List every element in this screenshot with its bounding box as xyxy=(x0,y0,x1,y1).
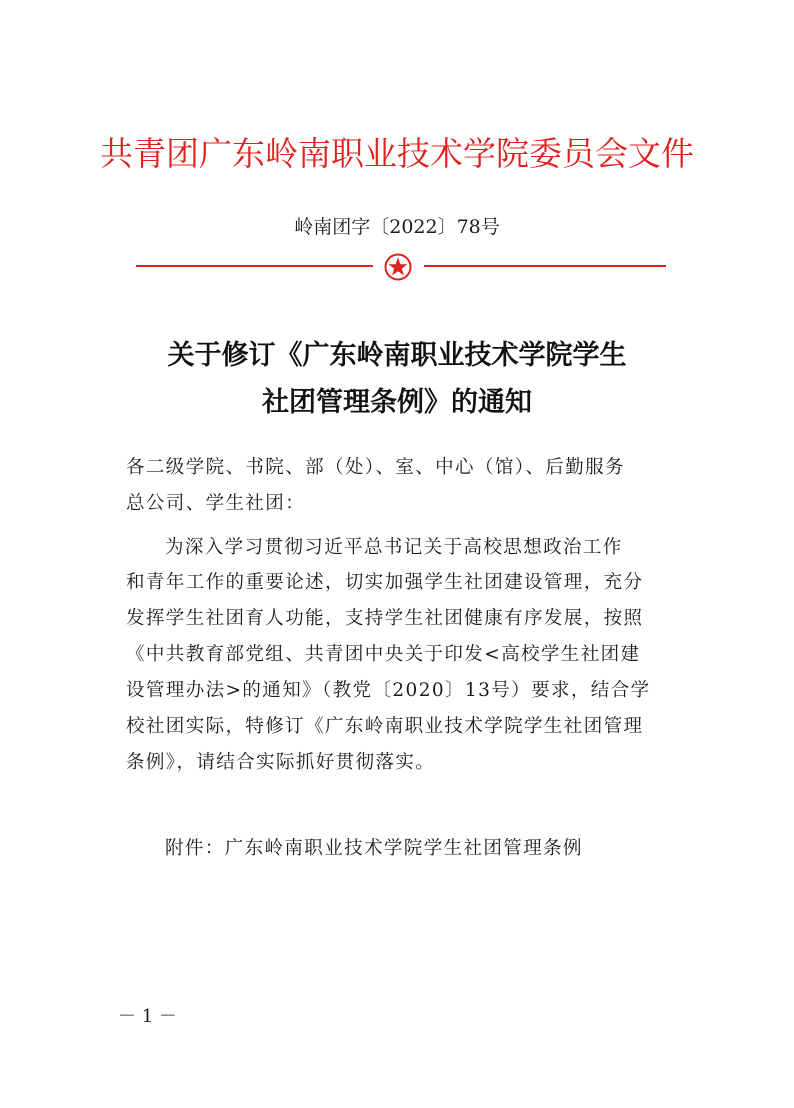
page-number: － 1 － xyxy=(118,1006,177,1027)
body-paragraph-line: 发挥学生社团育人功能，支持学生社团健康有序发展，按照 xyxy=(126,608,644,629)
org-header-title: 共青团广东岭南职业技术学院委员会文件 xyxy=(100,134,694,173)
notice-title-line-1: 关于修订《广东岭南职业技术学院学生 xyxy=(167,340,627,371)
notice-title-line-2: 社团管理条例》的通知 xyxy=(262,387,532,418)
red-divider-left xyxy=(136,265,373,267)
body-paragraph-line: 条例》，请结合实际抓好贯彻落实。 xyxy=(126,752,436,773)
body-paragraph-line: 为深入学习贯彻习近平总书记关于高校思想政治工作 xyxy=(165,537,623,558)
body-paragraph-line: 校社团实际，特修订《广东岭南职业技术学院学生社团管理 xyxy=(126,716,644,737)
body-paragraph-line: 和青年工作的重要论述，切实加强学生社团建设管理，充分 xyxy=(126,572,644,593)
recipients-line-1: 各二级学院、书院、部（处）、室、中心（馆）、后勤服务 xyxy=(126,457,625,478)
attachment-line: 附件：广东岭南职业技术学院学生社团管理条例 xyxy=(165,838,583,859)
star-icon xyxy=(384,253,412,281)
body-paragraph-line: 《中共教育部党组、共青团中央关于印发<高校学生社团建 xyxy=(126,644,641,665)
body-paragraph-line: 设管理办法>的通知》（教党〔2020〕13号）要求，结合学 xyxy=(126,680,651,701)
document-number: 岭南团字〔2022〕78号 xyxy=(294,216,500,238)
recipients-line-2: 总公司、学生社团： xyxy=(126,493,306,514)
red-divider-right xyxy=(424,265,666,267)
